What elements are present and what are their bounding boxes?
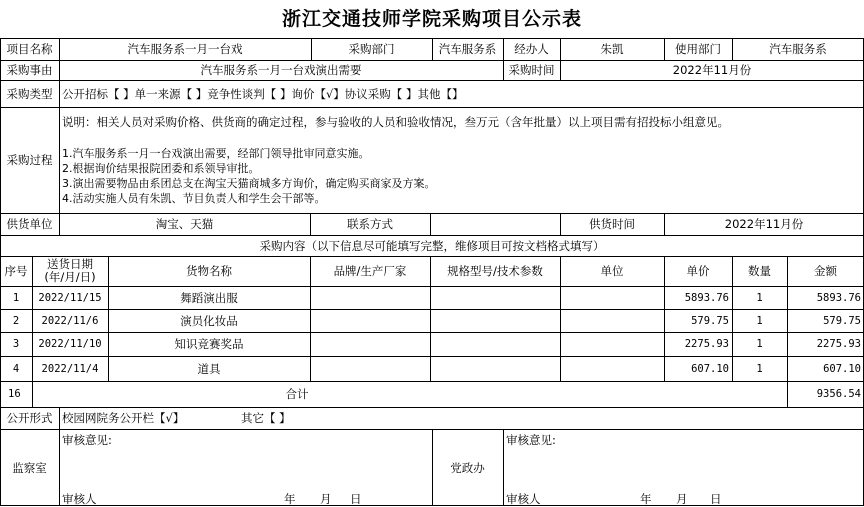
supervision-reviewer-label: 审核人	[62, 492, 97, 506]
handler-value: 朱凯	[600, 42, 624, 56]
purchase-time-label: 采购时间	[508, 63, 555, 77]
process-step-2: 2.根据询价结果报院团委和系领导审批。	[62, 162, 260, 175]
table-row-3-spec	[430, 332, 560, 356]
project-name-label: 项目名称	[6, 42, 53, 56]
dept-label: 采购部门	[348, 42, 395, 56]
total-label: 合计	[285, 387, 309, 401]
col-date-header-line1: 送货日期	[47, 257, 93, 271]
col-date-header-line2: (年/月/日)	[44, 270, 96, 284]
table-row-1-amount: 5893.76	[816, 291, 861, 304]
table-row-2-date: 2022/11/6	[41, 314, 99, 327]
party-opinion-label: 审核意见:	[506, 433, 556, 447]
table-row-4-seq: 4	[12, 362, 20, 375]
table-row-4-date: 2022/11/4	[41, 362, 99, 375]
supervision-day: 日	[350, 492, 362, 506]
table-row-2-seq: 2	[12, 314, 20, 327]
col-brand-header: 品牌/生产厂家	[333, 264, 407, 278]
table-row-2-name: 演员化妆品	[180, 313, 238, 328]
table-row-4-price: 607.10	[691, 362, 729, 375]
handler-label: 经办人	[514, 42, 549, 56]
table-row-4-brand	[310, 356, 430, 381]
user-dept-value: 汽车服务系	[769, 42, 827, 56]
table-row-1-qty: 1	[756, 291, 763, 304]
party-month: 月	[676, 492, 688, 506]
table-row-3-amount: 2275.93	[816, 338, 861, 350]
table-row-1-price: 5893.76	[684, 291, 729, 304]
type-options: 公开招标【 】单一来源【 】竞争性谈判【 】询价【√】协议采购【 】其他【】	[62, 86, 464, 101]
col-unit-header: 单位	[600, 264, 624, 278]
party-day: 日	[710, 492, 722, 506]
table-row-1-seq: 1	[12, 291, 20, 304]
process-step-1: 1.汽车服务系一月一台戏演出需要，经部门领导批审同意实施。	[62, 147, 370, 160]
table-row-1-unit	[560, 286, 664, 309]
table-row-4-qty: 1	[756, 362, 763, 375]
col-qty-header: 数量	[748, 264, 771, 278]
publicity-other: 其它【 】	[241, 411, 291, 425]
reason-label: 采购事由	[6, 63, 53, 77]
party-office-label: 党政办	[450, 460, 485, 475]
supervision-year: 年	[284, 492, 296, 506]
process-note: 说明：相关人员对采购价格、供货商的确定过程，参与验收的人员和验收情况，叁万元（含年批量）以上项目需有招投标小组意见。	[62, 115, 729, 129]
contact-label: 联系方式	[347, 217, 393, 231]
project-name-value: 汽车服务系一月一台戏	[127, 42, 243, 56]
table-row-4-amount: 607.10	[823, 362, 861, 375]
user-dept-label: 使用部门	[675, 42, 721, 56]
process-label: 采购过程	[6, 153, 53, 167]
party-year: 年	[640, 492, 652, 506]
table-row-3-seq: 3	[12, 338, 20, 350]
table-row-3-brand	[310, 332, 430, 356]
total-seq: 16	[8, 388, 21, 400]
col-date-header	[32, 256, 108, 286]
table-row-2-amount: 579.75	[823, 314, 861, 327]
supply-time-label: 供货时间	[589, 217, 635, 231]
table-row-1-name: 舞蹈演出服	[180, 290, 238, 305]
table-row-1-brand	[310, 286, 430, 309]
process-step-3: 3.演出需要物品由系团总支在淘宝天猫商城多方询价，确定购买商家及方案。	[62, 177, 436, 190]
publicity-campus: 校园网院务公开栏【√】	[62, 411, 185, 425]
table-row-4-unit	[560, 356, 664, 381]
content-title: 采购内容（以下信息尽可能填写完整，维修项目可按文档格式填写）	[259, 238, 605, 253]
type-label: 采购类型	[6, 86, 53, 101]
publicity-label: 公开形式	[6, 411, 53, 425]
supervision-month: 月	[320, 492, 332, 506]
supply-time-value: 2022年11月份	[724, 217, 804, 231]
page-title: 浙江交通技师学院采购项目公示表	[281, 8, 582, 30]
purchase-time-value: 2022年11月份	[672, 63, 752, 77]
table-row-3-unit	[560, 332, 664, 356]
col-price-header: 单价	[686, 264, 710, 278]
dept-value: 汽车服务系	[438, 42, 497, 56]
process-step-4: 4.活动实施人员有朱凯、节目负责人和学生会干部等。	[62, 192, 326, 205]
table-row-2-qty: 1	[756, 314, 763, 327]
contact-value	[430, 213, 560, 235]
table-row-3-qty: 1	[756, 338, 763, 350]
table-row-2-unit	[560, 309, 664, 332]
total-amount: 9356.54	[816, 388, 861, 400]
supplier-label: 供货单位	[6, 217, 53, 231]
table-row-3-price: 2275.93	[684, 338, 729, 350]
col-seq-header: 序号	[4, 264, 28, 278]
col-amount-header: 金额	[814, 264, 837, 278]
table-row-3-date: 2022/11/10	[38, 338, 102, 350]
supervision-opinion-label: 审核意见:	[62, 433, 112, 447]
reason-value: 汽车服务系一月一台戏演出需要	[200, 63, 362, 77]
table-row-1-spec	[430, 286, 560, 309]
table-row-1-date: 2022/11/15	[38, 291, 102, 304]
table-row-2-price: 579.75	[691, 314, 729, 327]
supplier-value: 淘宝、天猫	[155, 217, 214, 231]
party-reviewer-label: 审核人	[506, 492, 541, 506]
table-row-2-brand	[310, 309, 430, 332]
table-row-3-name: 知识竞赛奖品	[174, 337, 244, 351]
col-name-header: 货物名称	[186, 264, 232, 278]
table-row-2-spec	[430, 309, 560, 332]
supervision-label: 监察室	[12, 460, 47, 475]
table-row-4-spec	[430, 356, 560, 381]
col-spec-header: 规格型号/技术参数	[447, 264, 543, 278]
table-row-4-name: 道具	[197, 361, 221, 376]
